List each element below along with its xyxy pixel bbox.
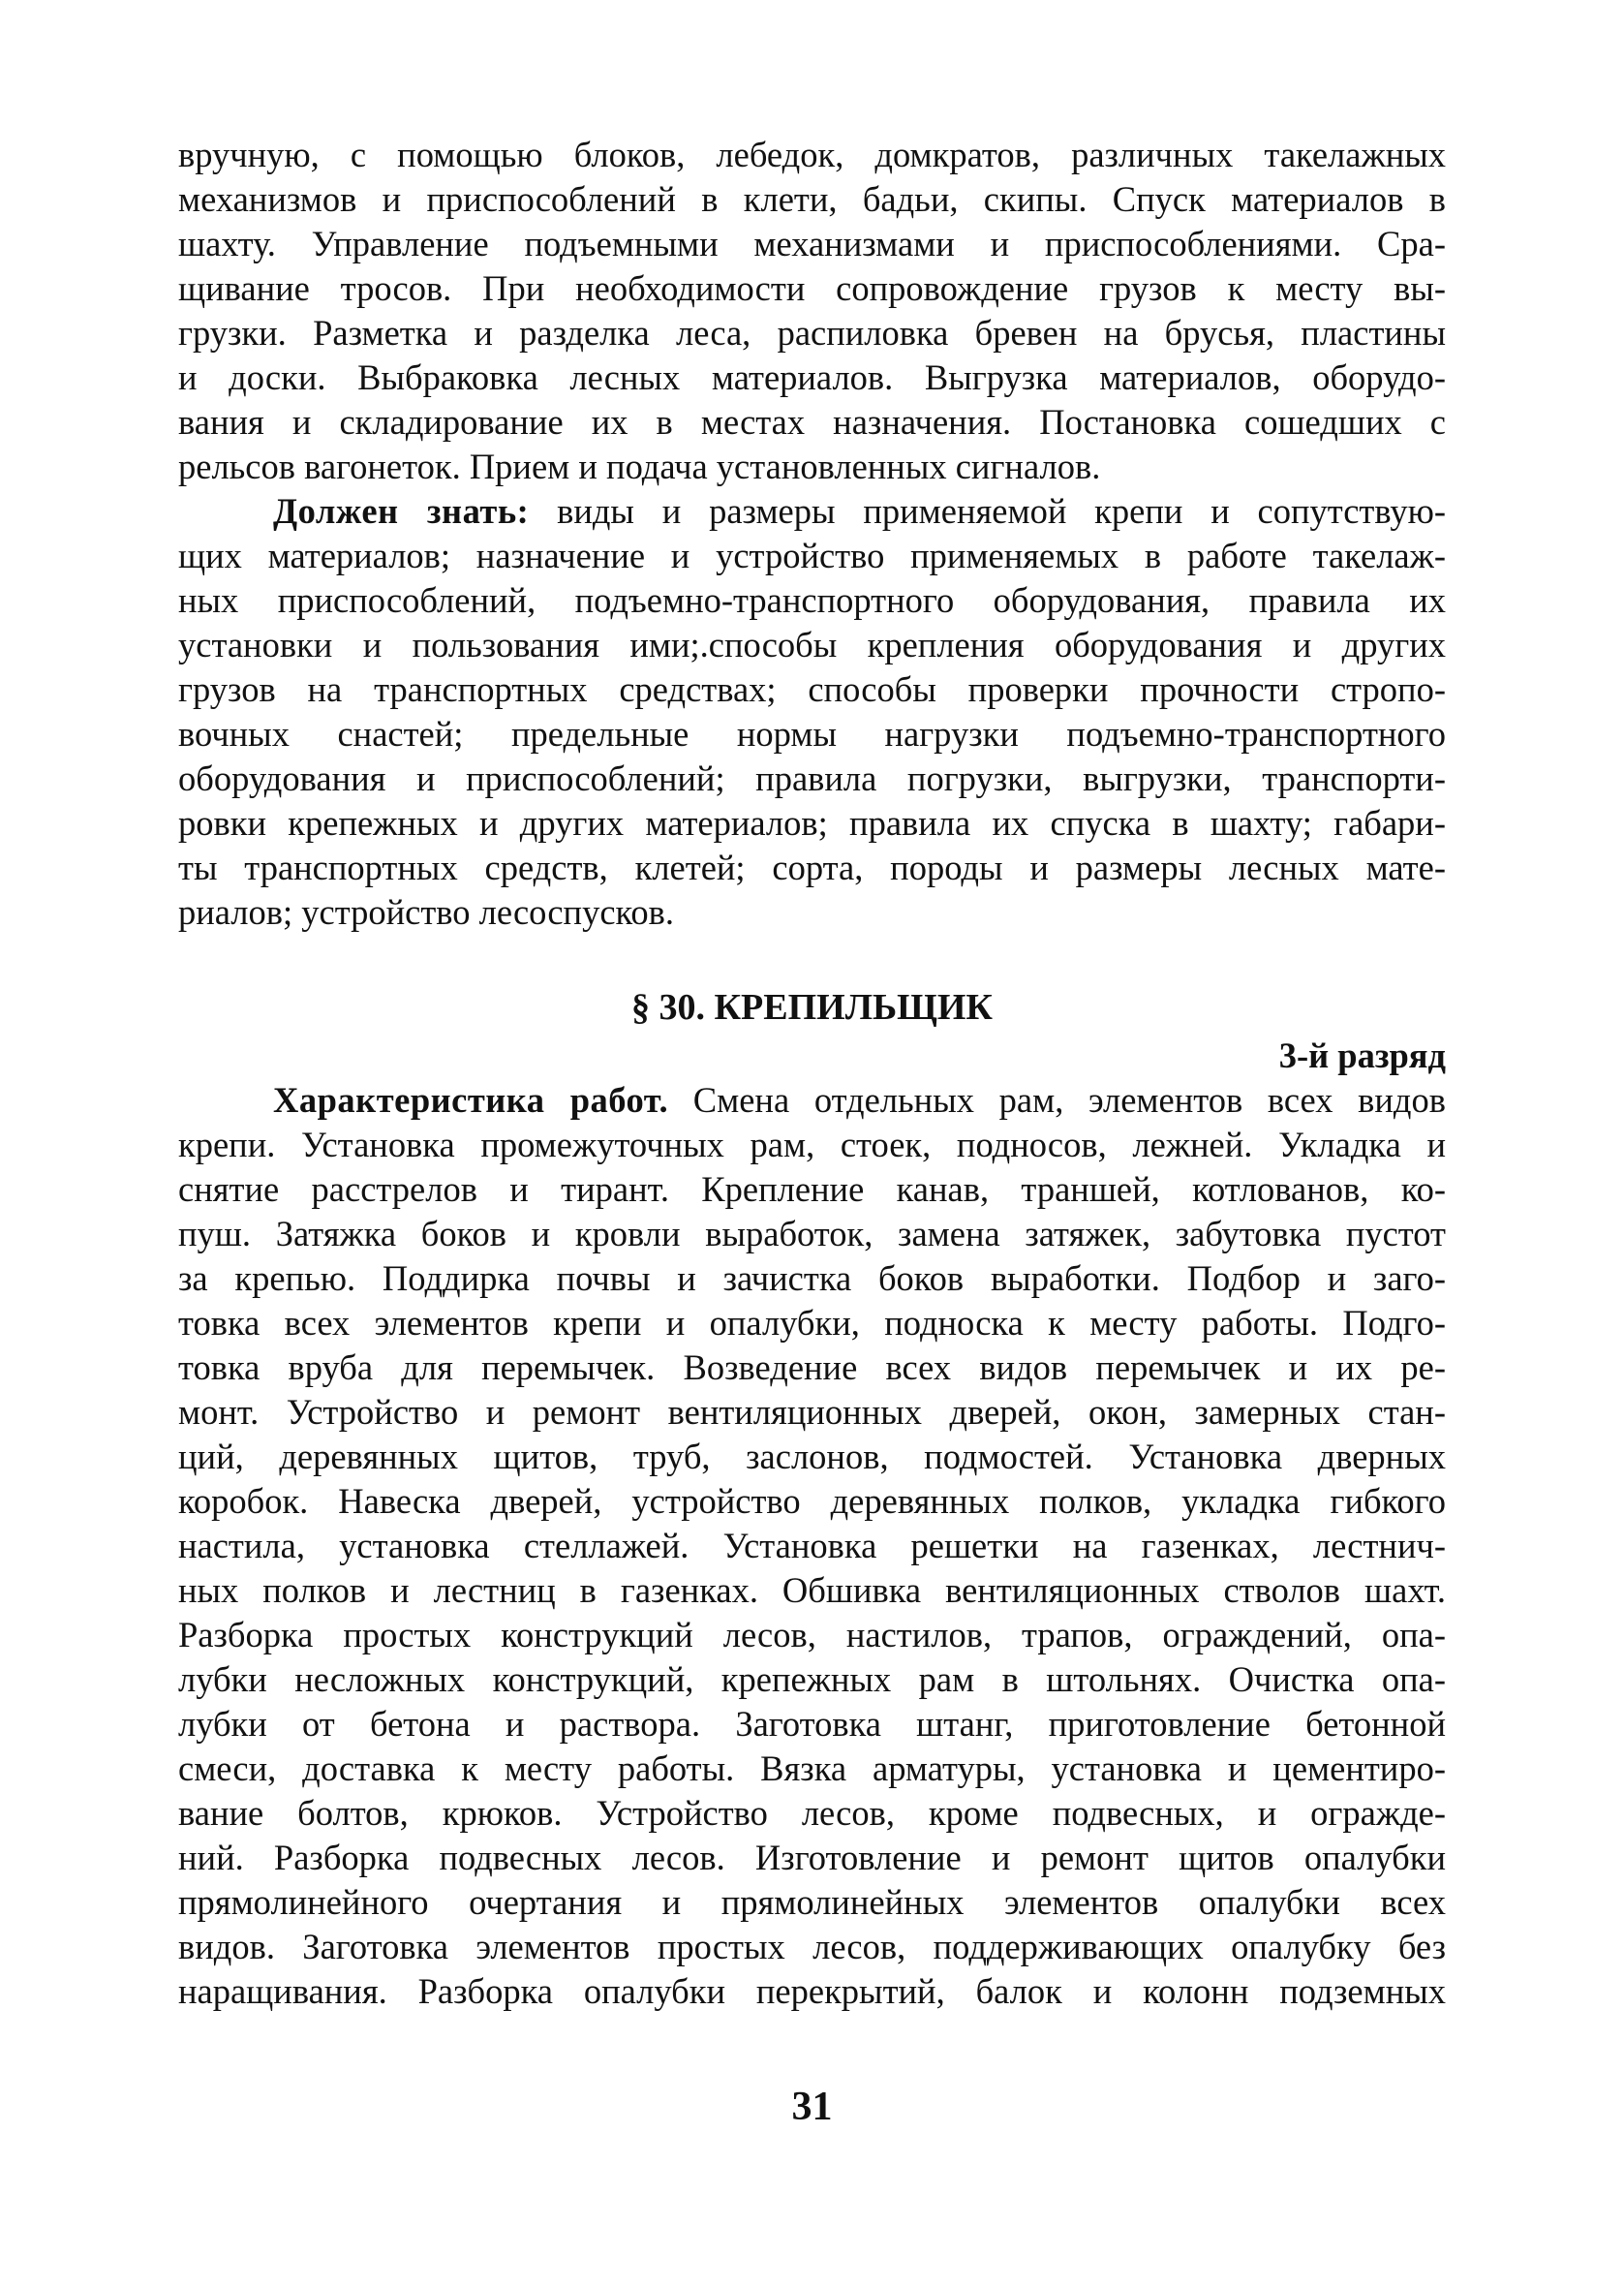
text-line: монт. Устройство и ремонт вентиляционных дверей, окон, замерных стан-: [178, 1392, 1446, 1432]
text-line: вания и складирование их в местах назначения. Постановка сошедших с: [178, 402, 1446, 442]
text-line: настила, установка стеллажей. Установка решетки на газенках, лестнич-: [178, 1526, 1446, 1565]
text-line: товка всех элементов крепи и опалубки, подноска к месту работы. Подго-: [178, 1303, 1446, 1343]
text-line: ровки крепежных и других материалов; правила их спуска в шахту; габари-: [178, 803, 1446, 843]
text-line: [273, 489, 1446, 534]
text-line: вочных снастей; предельные нормы нагрузки подъемно-транспортного: [178, 714, 1446, 754]
text-line: риалов; устройство лесоспусков.: [178, 892, 675, 932]
page-number: 31: [791, 2085, 833, 2129]
text-line: за крепью. Поддирка почвы и зачистка боков выработки. Подбор и заго-: [178, 1258, 1446, 1298]
text-line: и доски. Выбраковка лесных материалов. Выгрузка материалов, оборудо-: [178, 357, 1446, 397]
text-line: лубки от бетона и раствора. Заготовка штанг, приготовление бетонной: [178, 1704, 1446, 1744]
text-line: рельсов вагонеток. Прием и подача установленных сигналов.: [178, 447, 1101, 486]
text-line: лубки несложных конструкций, крепежных рам в штольнях. Очистка опа-: [178, 1659, 1446, 1699]
text-run: Смена отдельных рам, элементов всех видов: [668, 1080, 1446, 1120]
text-line: [273, 1078, 1446, 1123]
runin-heading: Должен знать:: [273, 491, 530, 531]
text-line: оборудования и приспособлений; правила погрузки, выгрузки, транспорти-: [178, 758, 1446, 798]
text-line: шахту. Управление подъемными механизмами и приспособлениями. Сра-: [178, 224, 1446, 263]
text-run: виды и размеры применяемой крепи и сопутствую-: [529, 491, 1447, 531]
grade-label: 3-й разряд: [1278, 1036, 1446, 1075]
text-line: щих материалов; назначение и устройство применяемых в работе такелаж-: [178, 536, 1446, 575]
text-line: ты транспортных средств, клетей; сорта, породы и размеры лесных мате-: [178, 848, 1446, 887]
text-line: товка вруба для перемычек. Возведение всех видов перемычек и их ре-: [178, 1347, 1446, 1387]
text-line: ций, деревянных щитов, труб, заслонов, подмостей. Установка дверных: [178, 1437, 1446, 1476]
text-line: установки и пользования ими;.способы крепления оборудования и других: [178, 625, 1446, 665]
text-line: снятие расстрелов и тирант. Крепление канав, траншей, котлованов, ко-: [178, 1169, 1446, 1209]
text-line: Разборка простых конструкций лесов, настилов, трапов, ограждений, опа-: [178, 1615, 1446, 1654]
section-heading: § 30. КРЕПИЛЬЩИК: [630, 987, 993, 1028]
text-line: вание болтов, крюков. Устройство лесов, кроме подвесных, и огражде-: [178, 1793, 1446, 1833]
text-line: видов. Заготовка элементов простых лесов, поддерживающих опалубку без: [178, 1927, 1446, 1966]
text-line: вручную, с помощью блоков, лебедок, домкратов, различных такелажных: [178, 135, 1446, 174]
text-line: щивание тросов. При необходимости сопровождение грузов к месту вы-: [178, 268, 1446, 308]
text-line: ных приспособлений, подъемно-транспортного оборудования, правила их: [178, 580, 1446, 620]
text-line: пуш. Затяжка боков и кровли выработок, замена затяжек, забутовка пустот: [178, 1214, 1446, 1253]
text-line: грузов на транспортных средствах; способы проверки прочности стропо-: [178, 669, 1446, 709]
text-line: ний. Разборка подвесных лесов. Изготовление и ремонт щитов опалубки: [178, 1838, 1446, 1877]
text-line: смеси, доставка к месту работы. Вязка арматуры, установка и цементиро-: [178, 1748, 1446, 1788]
runin-heading: Характеристика работ.: [273, 1080, 669, 1120]
text-line: ных полков и лестниц в газенках. Обшивка вентиляционных стволов шахт.: [178, 1570, 1446, 1610]
text-line: коробок. Навеска дверей, устройство деревянных полков, укладка гибкого: [178, 1481, 1446, 1521]
text-line: крепи. Установка промежуточных рам, стоек, подносов, лежней. Укладка и: [178, 1125, 1446, 1164]
text-line: прямолинейного очертания и прямолинейных элементов опалубки всех: [178, 1882, 1446, 1922]
text-line: механизмов и приспособлений в клети, бадьи, скипы. Спуск материалов в: [178, 179, 1446, 219]
text-line: наращивания. Разборка опалубки перекрытий, балок и колонн подземных: [178, 1971, 1446, 2011]
text-line: грузки. Разметка и разделка леса, распиловка бревен на брусья, пластины: [178, 313, 1446, 353]
